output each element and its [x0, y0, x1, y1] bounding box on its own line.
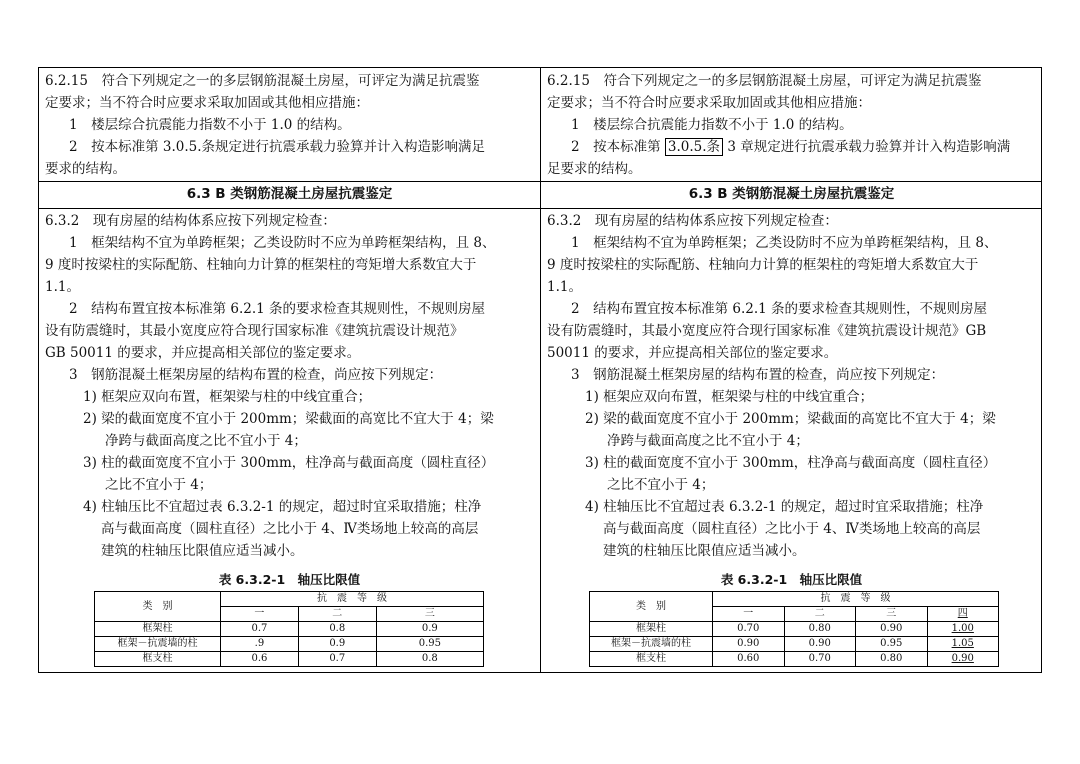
right-632-3-4c: 建筑的柱轴压比限值应适当减小。	[603, 543, 806, 559]
left-6215-line1: 6.2.15 符合下列规定之一的多层钢筋混凝土房屋，可评定为满足抗震鉴	[45, 73, 480, 89]
right-6215-line2: 定要求；当不符合时应要求采取加固或其他相应措施：	[547, 95, 871, 111]
right-632-3-1: 1) 框架应双向布置，框架梁与柱的中线宜重合；	[585, 389, 874, 405]
right-632-1b: 9 度时按梁柱的实际配筋、柱轴向力计算的框架柱的弯矩增大系数宜大于	[547, 257, 979, 273]
right-6215-item2-pre: 2 按本标准第	[571, 139, 661, 155]
table-row-label: 框架柱	[590, 622, 713, 637]
table-cell: 0.7	[221, 622, 299, 637]
right-6215-item1: 1 楼层综合抗震能力指数不小于 1.0 的结构。	[571, 117, 853, 133]
left-632-title: 6.3.2 现有房屋的结构体系应按下列规定检查：	[45, 213, 336, 229]
right-632-3-3b: 之比不宜小于 4；	[607, 477, 715, 493]
left-632-3-4b: 高与截面高度（圆柱直径）之比小于 4、Ⅳ类场地上较高的高层	[101, 521, 479, 537]
table-cell: .9	[221, 637, 299, 652]
table-header-category: 类 别	[590, 592, 713, 622]
table-header-grade: 抗 震 等 级	[221, 592, 484, 607]
right-axial-ratio-table	[589, 591, 999, 667]
table-header-category: 类 别	[95, 592, 221, 622]
right-6215-line1: 6.2.15 符合下列规定之一的多层钢筋混凝土房屋，可评定为满足抗震鉴	[547, 73, 982, 89]
table-row	[590, 652, 999, 667]
right-6215-item2a	[571, 136, 1036, 158]
left-632-3-2b: 净跨与截面高度之比不宜小于 4；	[105, 433, 307, 449]
table-cell: 0.95	[376, 637, 483, 652]
left-6215-item2a: 2 按本标准第 3.0.5.条规定进行抗震承载力验算并计入构造影响满足	[69, 139, 486, 155]
table-cell: 0.7	[298, 652, 376, 667]
left-632-1c: 1.1。	[45, 279, 80, 295]
table-grade-col: 二	[784, 607, 856, 622]
table-grade-col: 一	[713, 607, 785, 622]
table-row-label: 框架柱	[95, 622, 221, 637]
table-row	[95, 652, 484, 667]
left-632-3-2a: 2) 梁的截面宽度不宜小于 200mm；梁截面的高宽比不宜大于 4；梁	[83, 411, 494, 427]
table-grade-col: 三	[376, 607, 483, 622]
left-632-2c: GB 50011 的要求，并应提高相关部位的鉴定要求。	[45, 345, 361, 361]
left-axial-ratio-table	[94, 591, 484, 667]
left-632-2b: 设有防震缝时，其最小宽度应符合现行国家标准《建筑抗震设计规范》	[45, 323, 464, 339]
revision-box: 3.0.5.条	[665, 138, 723, 156]
table-row-label: 框支柱	[590, 652, 713, 667]
right-table-caption: 表 6.3.2-1 轴压比限值	[720, 572, 863, 587]
right-632-2a: 2 结构布置宜按本标准第 6.2.1 条的要求检查其规则性，不规则房屋	[571, 301, 988, 317]
table-cell: 0.70	[784, 652, 856, 667]
table-cell: 0.80	[784, 622, 856, 637]
left-632-1a: 1 框架结构不宜为单跨框架；乙类设防时不应为单跨框架结构，且 8、	[69, 235, 496, 251]
table-row	[95, 637, 484, 652]
table-cell: 0.6	[221, 652, 299, 667]
table-grade-col-added: 四	[927, 607, 999, 622]
table-cell: 0.9	[376, 622, 483, 637]
right-6215-item2-post: 3 章规定进行抗震承载力验算并计入构造影响满	[727, 139, 1011, 155]
right-632-3-4b: 高与截面高度（圆柱直径）之比小于 4、Ⅳ类场地上较高的高层	[603, 521, 981, 537]
right-6215-item2b: 足要求的结构。	[547, 161, 642, 177]
right-632-1c: 1.1。	[547, 279, 582, 295]
right-column	[541, 68, 1042, 672]
left-632-1b: 9 度时按梁柱的实际配筋、柱轴向力计算的框架柱的弯矩增大系数宜大于	[45, 257, 477, 273]
table-cell: 0.90	[784, 637, 856, 652]
table-grade-col: 一	[221, 607, 299, 622]
table-cell-added: 1.00	[927, 622, 999, 637]
right-section-632	[541, 208, 1042, 672]
right-632-2c: 50011 的要求，并应提高相关部位的鉴定要求。	[547, 345, 838, 361]
left-632-3-3b: 之比不宜小于 4；	[105, 477, 213, 493]
left-section-632	[39, 208, 540, 672]
table-header-grade: 抗 震 等 级	[713, 592, 999, 607]
right-section-6215	[541, 68, 1042, 182]
right-632-2b: 设有防震缝时，其最小宽度应符合现行国家标准《建筑抗震设计规范》GB	[547, 323, 987, 339]
right-632-3-4a: 4) 柱轴压比不宜超过表 6.3.2-1 的规定，超过时宜采取措施；柱净	[585, 499, 984, 515]
left-632-2a: 2 结构布置宜按本标准第 6.2.1 条的要求检查其规则性，不规则房屋	[69, 301, 486, 317]
left-632-3-1: 1) 框架应双向布置，框架梁与柱的中线宜重合；	[83, 389, 372, 405]
right-632-3-2b: 净跨与截面高度之比不宜小于 4；	[607, 433, 809, 449]
table-cell: 0.90	[856, 622, 928, 637]
table-cell: 0.80	[856, 652, 928, 667]
left-6215-line2: 定要求；当不符合时应要求采取加固或其他相应措施：	[45, 95, 369, 111]
table-cell: 0.90	[713, 637, 785, 652]
left-632-3-4a: 4) 柱轴压比不宜超过表 6.3.2-1 的规定，超过时宜采取措施；柱净	[83, 499, 482, 515]
table-cell-added: 0.90	[927, 652, 999, 667]
comparison-sheet	[38, 67, 1042, 673]
right-section-heading: 6.3 B 类钢筋混凝土房屋抗震鉴定	[541, 181, 1042, 209]
left-section-heading: 6.3 B 类钢筋混凝土房屋抗震鉴定	[39, 181, 540, 209]
table-grade-col: 三	[856, 607, 928, 622]
left-column	[39, 68, 541, 672]
table-row	[95, 622, 484, 637]
table-cell: 0.60	[713, 652, 785, 667]
table-row-label: 框架－抗震墙的柱	[95, 637, 221, 652]
table-grade-col: 二	[298, 607, 376, 622]
table-row-label: 框支柱	[95, 652, 221, 667]
left-6215-item2b: 要求的结构。	[45, 161, 126, 177]
left-section-6215	[39, 68, 540, 182]
right-632-title: 6.3.2 现有房屋的结构体系应按下列规定检查：	[547, 213, 838, 229]
table-row	[590, 622, 999, 637]
left-632-3: 3 钢筋混凝土框架房屋的结构布置的检查，尚应按下列规定：	[69, 367, 443, 383]
table-cell: 0.95	[856, 637, 928, 652]
table-cell: 0.8	[298, 622, 376, 637]
table-cell: 0.70	[713, 622, 785, 637]
right-632-3-3a: 3) 柱的截面宽度不宜小于 300mm，柱净高与截面高度（圆柱直径）	[585, 455, 997, 471]
table-cell: 0.8	[376, 652, 483, 667]
right-632-3: 3 钢筋混凝土框架房屋的结构布置的检查，尚应按下列规定：	[571, 367, 945, 383]
table-row	[590, 637, 999, 652]
left-table-caption: 表 6.3.2-1 轴压比限值	[218, 572, 361, 587]
table-cell-added: 1.05	[927, 637, 999, 652]
left-6215-item1: 1 楼层综合抗震能力指数不小于 1.0 的结构。	[69, 117, 351, 133]
right-632-3-2a: 2) 梁的截面宽度不宜小于 200mm；梁截面的高宽比不宜大于 4；梁	[585, 411, 996, 427]
table-cell: 0.9	[298, 637, 376, 652]
right-632-1a: 1 框架结构不宜为单跨框架；乙类设防时不应为单跨框架结构，且 8、	[571, 235, 998, 251]
left-632-3-4c: 建筑的柱轴压比限值应适当减小。	[101, 543, 304, 559]
left-632-3-3a: 3) 柱的截面宽度不宜小于 300mm，柱净高与截面高度（圆柱直径）	[83, 455, 495, 471]
table-row-label: 框架－抗震墙的柱	[590, 637, 713, 652]
